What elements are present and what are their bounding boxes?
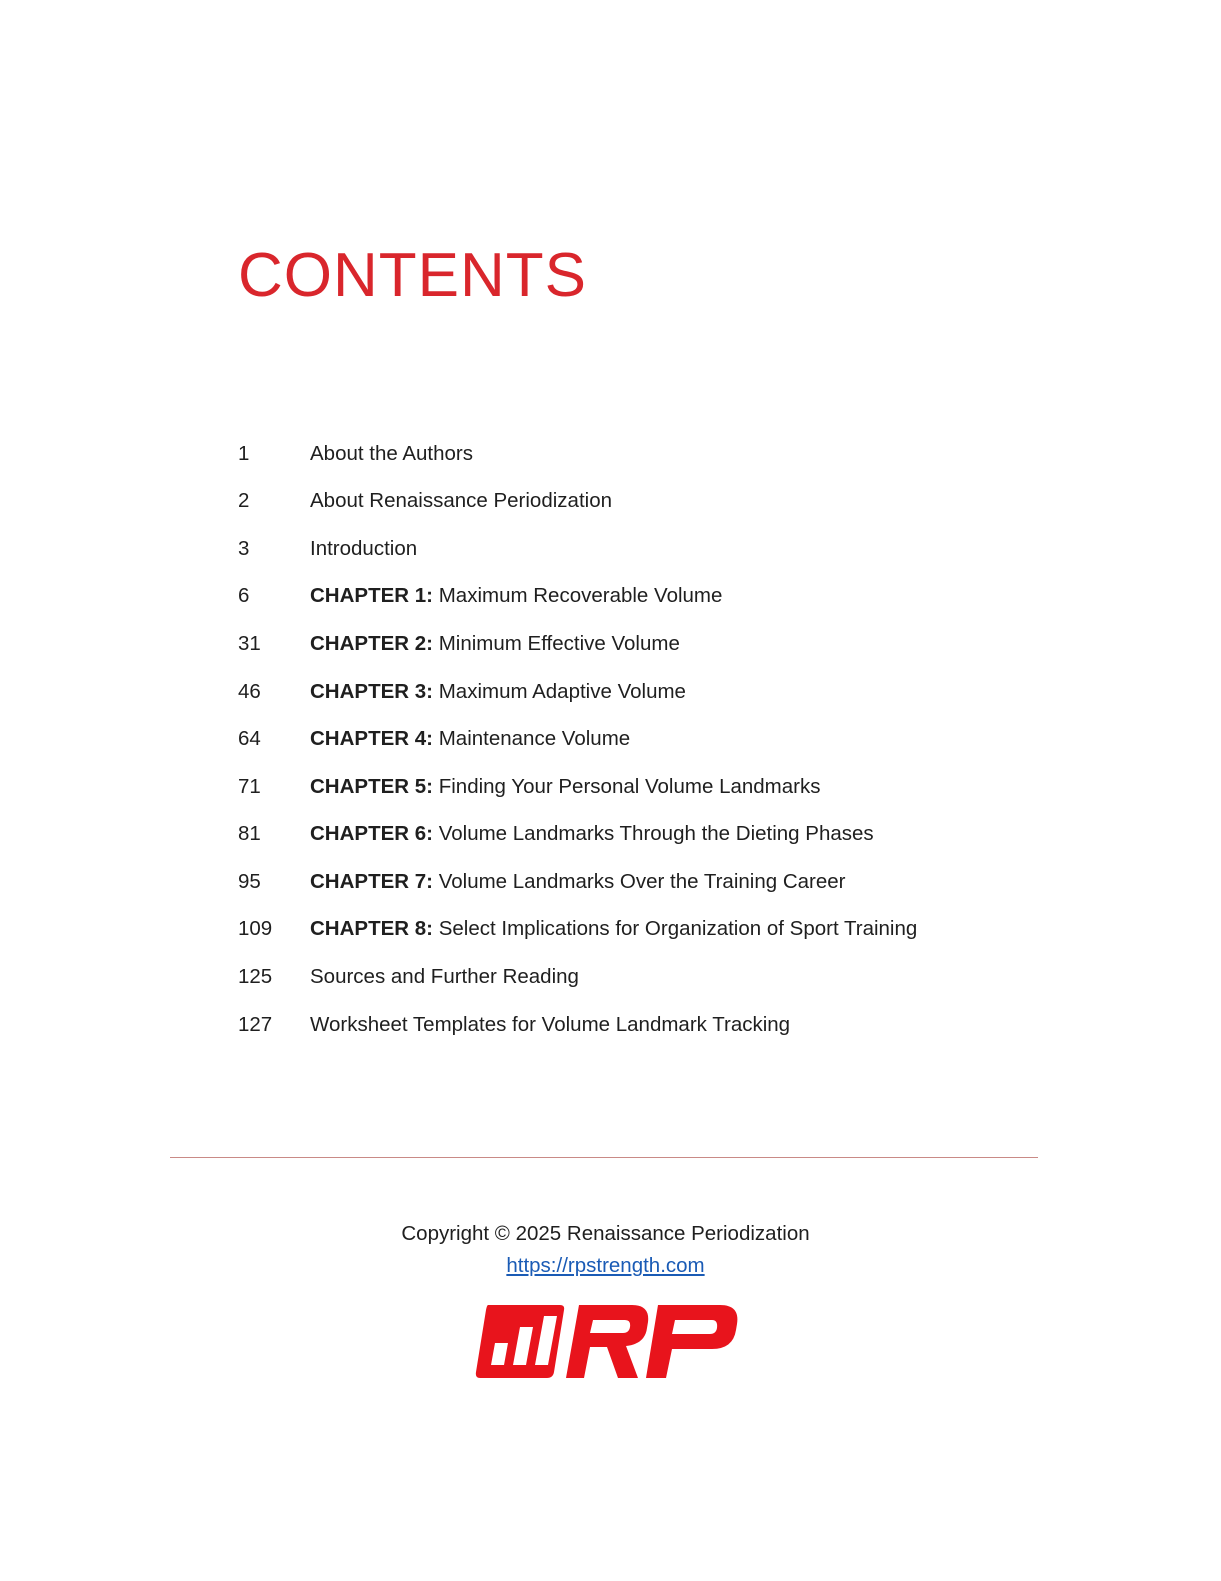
- toc-page-number: 1: [238, 441, 250, 465]
- toc-entry-title: [310, 491, 612, 512]
- toc-entry-title: [310, 729, 630, 750]
- toc-chapter-label: CHAPTER 2:: [310, 631, 434, 655]
- toc-entry-title: [310, 967, 579, 988]
- toc-entry-text: Worksheet Templates for Volume Landmark Tracking: [310, 1012, 791, 1036]
- toc-page-number: 127: [238, 1012, 273, 1036]
- toc-entry[interactable]: [238, 1001, 1038, 1049]
- toc-entry[interactable]: [238, 858, 1038, 906]
- toc-entry-title: [310, 774, 821, 798]
- website-link[interactable]: https://rpstrength.com: [506, 1254, 705, 1277]
- toc-entry[interactable]: [238, 573, 1038, 621]
- toc-entry-title: [310, 679, 686, 703]
- toc-entry-text: About Renaissance Periodization: [310, 489, 612, 513]
- toc-entry-title: [310, 869, 846, 893]
- toc-chapter-label: CHAPTER 8:: [310, 917, 434, 941]
- toc-chapter-label: CHAPTER 4:: [310, 727, 434, 751]
- toc-entry-text: Volume Landmarks Through the Dieting Phases: [433, 822, 874, 846]
- toc-page-number: 109: [238, 917, 273, 941]
- toc-page-number: 71: [238, 774, 261, 798]
- toc-entry-title: [310, 586, 722, 607]
- toc-entry[interactable]: [238, 525, 1038, 573]
- toc-entry[interactable]: [238, 811, 1038, 859]
- toc-page-number: 6: [238, 584, 250, 608]
- toc-chapter-label: CHAPTER 3:: [310, 679, 434, 703]
- toc-entry-text: Minimum Effective Volume: [433, 631, 680, 655]
- toc-entry-title: [310, 919, 917, 940]
- toc-entry-text: Maintenance Volume: [433, 727, 631, 751]
- toc-page-number: 3: [238, 536, 250, 560]
- toc-page-number: 64: [238, 727, 261, 751]
- toc-page-number: 46: [238, 679, 261, 703]
- toc-entry-text: Maximum Adaptive Volume: [433, 679, 686, 703]
- toc-page-number: 95: [238, 869, 261, 893]
- toc-chapter-label: CHAPTER 6:: [310, 822, 434, 846]
- toc-entry-text: Maximum Recoverable Volume: [433, 584, 723, 608]
- toc-entry[interactable]: [238, 716, 1038, 764]
- copyright-text: Copyright © 2025 Renaissance Periodization: [401, 1222, 810, 1245]
- toc-entry[interactable]: [238, 430, 1038, 478]
- toc-entry[interactable]: [238, 954, 1038, 1002]
- toc-entry[interactable]: [238, 620, 1038, 668]
- toc-chapter-label: CHAPTER 5:: [310, 774, 434, 798]
- toc-entry-title: [310, 824, 874, 845]
- toc-chapter-label: CHAPTER 7:: [310, 869, 434, 893]
- toc-entry-title: [310, 441, 473, 465]
- toc-chapter-label: CHAPTER 1:: [310, 584, 434, 608]
- toc-entry[interactable]: [238, 763, 1038, 811]
- footer-divider: [170, 1157, 1038, 1158]
- footer: [0, 1218, 1211, 1282]
- toc-entry-title: [310, 1012, 791, 1036]
- toc-entry-text: Sources and Further Reading: [310, 965, 579, 989]
- toc-entry-title: [310, 536, 418, 560]
- toc-page-number: 125: [238, 965, 273, 989]
- toc-entry-text: Finding Your Personal Volume Landmarks: [433, 774, 821, 798]
- toc-entry[interactable]: [238, 906, 1038, 954]
- toc-page-number: 2: [238, 489, 250, 513]
- table-of-contents: [238, 430, 1038, 1049]
- toc-entry-text: Volume Landmarks Over the Training Career: [433, 869, 846, 893]
- toc-page-number: 81: [238, 822, 261, 846]
- toc-entry-title: [310, 631, 680, 655]
- toc-entry-text: About the Authors: [310, 441, 473, 465]
- toc-entry[interactable]: [238, 668, 1038, 716]
- toc-entry[interactable]: [238, 478, 1038, 526]
- rp-bars-logo-icon: [474, 1303, 740, 1381]
- toc-entry-text: Introduction: [310, 536, 418, 560]
- toc-page-number: 31: [238, 631, 261, 655]
- page-title: CONTENTS: [238, 241, 587, 310]
- toc-entry-text: Select Implications for Organization of Sport Training: [433, 917, 918, 941]
